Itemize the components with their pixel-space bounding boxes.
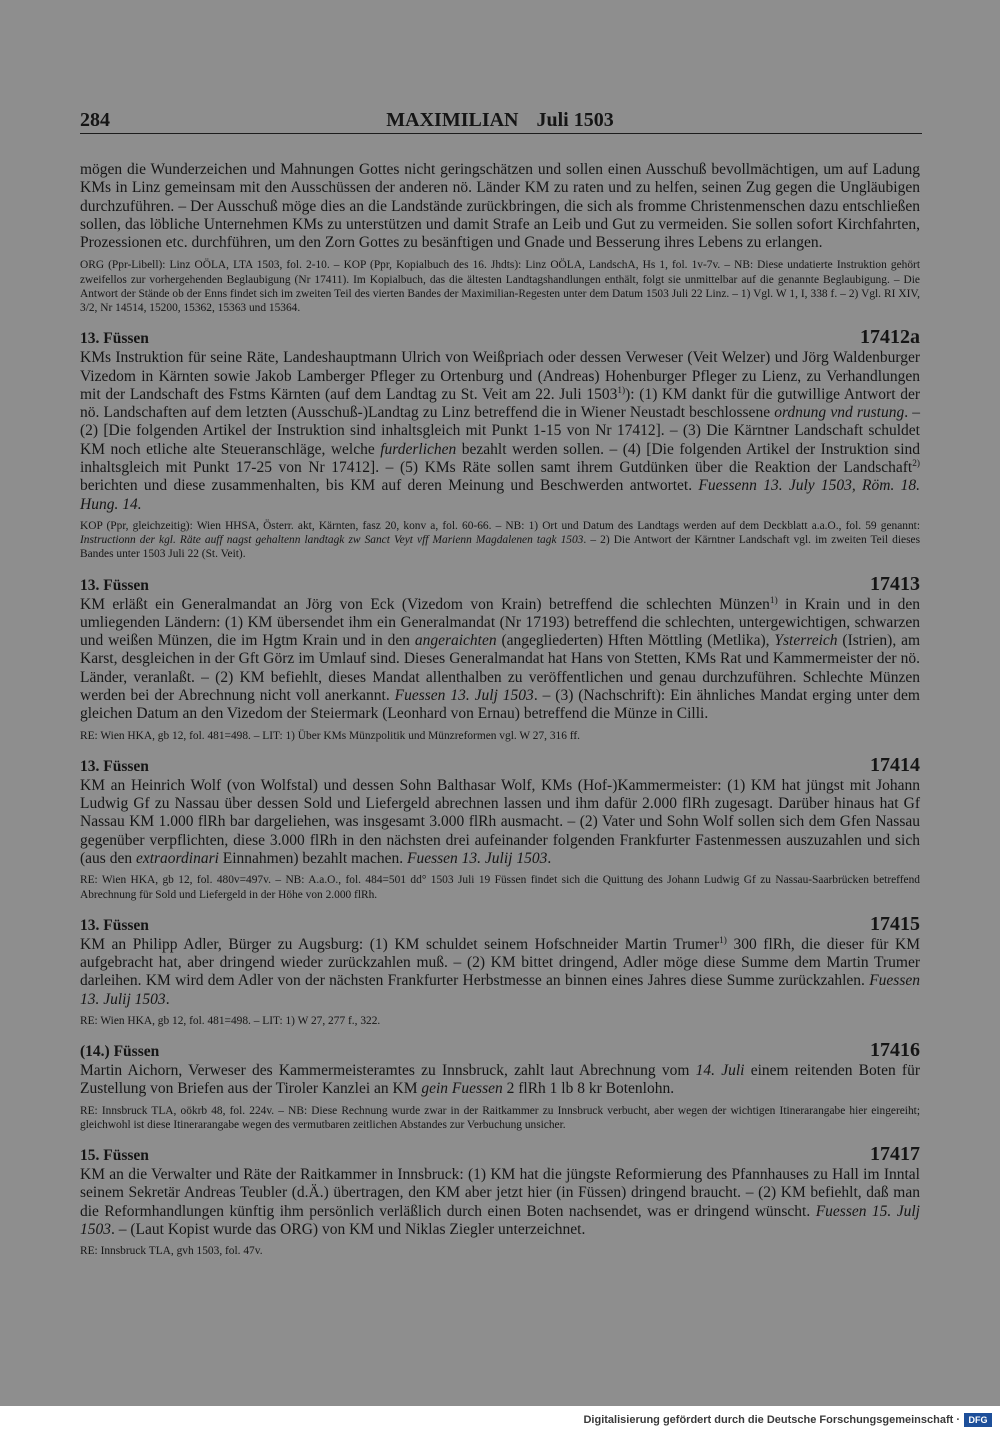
text-run: (angegliederten) Hften Möttling (Metlika),	[496, 632, 775, 650]
text-run: RE: Wien HKA, gb 12, fol. 480v=497v. – NB: A.a.O., fol. 484=501 dd° 1503 Juli 19 Füssen findet sich die Quittung des Johann Ludwig Gf zu Nassau-Saarbrücken betreffend Abrechnung für Sold und Liefergeld in der Höhe von 2.000 flRh.	[80, 874, 920, 901]
text-run: KM erläßt ein Generalmandat an Jörg von Eck (Vizedom von Krain) betreffend die schlechten Münzen	[80, 595, 770, 613]
entry-heading	[80, 327, 920, 347]
text-run: 2 flRh 1 lb 8 kr Botenlohn.	[502, 1080, 675, 1098]
italic-text: Fuessen 13. Julij 1503	[406, 850, 548, 868]
funding-credit: Digitalisierung gefördert durch die Deutsche Forschungsgemeinschaft ·	[583, 1414, 960, 1426]
text-run: KM an die Verwalter und Räte der Raitkammer in Innsbruck: (1) KM hat die jüngste Reformierung des Pfannhauses zu Hall im Inntal seinem Sekretär Andreas Teubler (d.Ä.) übertragen, den KM aber jetzt hier (in Füssen) dringend braucht. – (2) KM befiehlt, daß man die Reformhandlungen künftig ihm persönlich verläßlich durch einen Boten nachsendet, was er dringend wünscht.	[80, 1166, 920, 1220]
page-number: 284	[80, 109, 110, 131]
text-run: . – (3) (Nachschrift): Ein ähnliches Mandat erging unter dem gleichen Datum an den Vizedom der Steiermark (Leonhard von Ernau) betreffend die Münze in Cilli.	[80, 687, 920, 723]
text-run: . – (Laut Kopist wurde das ORG) von KM und Niklas Ziegler unterzeichnet.	[111, 1221, 586, 1239]
entry-note	[80, 519, 920, 562]
entry-body	[80, 777, 920, 868]
entry-note	[80, 873, 920, 901]
text-run: KM an Heinrich Wolf (von Wolfstal) und dessen Sohn Balthasar Wolf, KMs (Hof-)Kammermeister: (1) KM hat jüngst mit Johann Ludwig Gf zu Nassau über dessen Sold und Liefergeld abrechnen lassen und ihm dafür 2.000 flRh zugesagt. Darüber hinaus hat Gf Nassau KM 1.000 flRh bar dargeliehen, was insgesamt 3.000 flRh ausmacht. – (2) Vater und Sohn Wolf sollen sich dem Gfen Nassau gegenüber verpflichten, diese 3.000 flRh in den nächsten drei aufeinander folgenden Frankfurter Fastenmessen auszuzahlen und sich (aus den	[80, 776, 920, 868]
regest-entry	[80, 1144, 920, 1258]
intro-continuation	[80, 161, 920, 315]
entry-number: 17414	[870, 753, 920, 776]
regest-entry	[80, 327, 920, 561]
text-run: einem reitenden Boten für Zustellung von Briefen aus der Tiroler Kanzlei an KM	[80, 1062, 920, 1098]
text-run: RE: Innsbruck TLA, gvh 1503, fol. 47v.	[80, 1245, 263, 1258]
entry-heading	[80, 1040, 920, 1060]
text-run: ): (1) KM dankt für die gutwillige Antwort der nö. Landschaften auf dem letzten (Ausschuß-)Landtag zu Linz betreffend die in Wiener Neustadt beschlossene	[80, 385, 920, 422]
entry-number: 17415	[870, 912, 920, 935]
entry-number: 17416	[870, 1039, 920, 1062]
italic-text: angeraichten	[414, 632, 497, 650]
entry-heading	[80, 1144, 920, 1164]
intro-note	[80, 258, 920, 315]
text-run: 300 flRh, die dieser für KM aufgebracht hat, aber dringend wieder zurückzahlen muß. – (2) KM bittet dringend, Adler möge diese Summe dem Martin Trumer darleihen. KM wird dem Adler von der nächsten Frankfurter Herbstmesse an binnen eines Jahres diese Summe zurückzahlen.	[80, 935, 920, 990]
italic-text: 14. Juli	[695, 1062, 745, 1080]
entry-body	[80, 1062, 920, 1099]
italic-text: Fuessenn 13. July 1503, Röm. 18. Hung. 14.	[80, 477, 920, 513]
entry-date-place: 13. Füssen	[80, 330, 149, 348]
entry-heading	[80, 914, 920, 934]
text-run: KMs Instruktion für seine Räte, Landeshauptmann Ulrich von Weißpriach oder dessen Verweser (Veit Welzer) und Jörg Waldenburger Vizedom in Kärnten sowie Jakob Lamberger Pfleger zu Ortenburg und (Andreas) Hohenburger Pfleger zu Lienz, zu Verhandlungen mit der Landschaft des Fstms Kärnten (auf dem Landtag zu St. Veit am 22. Juli 1503	[80, 349, 920, 403]
footnote-marker: 1)	[769, 595, 778, 606]
text-run: bezahlt werden sollen. – (4) [Die folgenden Artikel der Instruktion sind inhaltsgleich mit Punkt 17-25 von Nr 17412]. – (5) KMs Räte sollen samt ihrem Gutdünken über die Reaktion der Landschaft	[80, 440, 920, 477]
italic-text: gein Fuessen	[421, 1080, 503, 1098]
footnote-marker: 1)	[719, 935, 727, 946]
entry-number: 17417	[870, 1143, 920, 1166]
italic-text: Fuessen 13. Julij 1503	[80, 972, 920, 1008]
regest-entry	[80, 755, 920, 902]
entry-body	[80, 936, 920, 1009]
running-title	[0, 107, 1000, 133]
text-run: Martin Aichorn, Verweser des Kammermeisteramtes zu Innsbruck, zahlt laut Abrechnung vom	[80, 1062, 696, 1080]
entry-heading	[80, 755, 920, 775]
italic-text: Instructionn der kgl. Räte auff nagst gehaltenn landtagk zw Sanct Veyt vff Marienn Magdalenen tagk 1503	[80, 534, 584, 547]
entry-date-place: 13. Füssen	[80, 757, 149, 775]
running-title-date: Juli 1503	[536, 109, 614, 131]
text-run: . – 2) Die Antwort der Kärntner Landschaft vgl. im zweiten Teil dieses Bandes unter 1503 Juli 22 (St. Veit).	[80, 534, 921, 561]
entry-note	[80, 1104, 920, 1132]
text-run: .	[165, 990, 170, 1008]
running-title-name: MAXIMILIAN	[386, 109, 519, 131]
text-run: ORG (Ppr-Libell): Linz OÖLA, LTA 1503, fol. 2-10. – KOP (Ppr, Kopialbuch des 16. Jhdts): Linz OÖLA, LandschA, Hs 1, fol. 1v-7v. – NB: Diese undatierte Instruktion gehört zweifellos zur vorhergehenden Beglaubigung (Nr 17411). Im Kopialbuch, das die ältesten Landtagshandlungen enthält, folgt sie unmittelbar auf die genannte Beglaubigung. – Die Antwort der Stände ob der Enns findet sich im zweiten Teil des vierten Bandes der Maximilian-Regesten unter dem Datum 1503 Juli 22 Linz. – 1) Vgl. W 1, I, 338 f. – 2) Vgl. RI XIV, 3/2, Nr 14514, 15200, 15362, 15363 und 15364.	[80, 259, 920, 315]
funding-footer	[0, 1406, 1000, 1434]
dfg-logo-icon: DFG	[964, 1413, 992, 1427]
entry-date-place: 13. Füssen	[80, 916, 149, 934]
text-run: RE: Wien HKA, gb 12, fol. 481=498. – LIT: 1) W 27, 277 f., 322.	[80, 1014, 381, 1027]
text-run: (Istrien), am Karst, desgleichen in der Gft Görz im Umlauf sind. Dieses Generalmandat hat Hans von Stetten, KMs Rat und Kammermeister der nö. Länder, veranlaßt. – (2) KM befiehlt, dieses Mandat allenthalben zu veröffentlichen und genau durchzuführen. Schlechte Münzen werden bei der Abrechnung nicht voll anerkannt.	[80, 632, 921, 705]
italic-text: furderlichen	[380, 440, 457, 458]
entry-body	[80, 1166, 920, 1239]
italic-text: ordnung vnd rustung	[774, 404, 905, 422]
entry-note	[80, 1014, 920, 1028]
entry-date-place: (14.) Füssen	[80, 1043, 160, 1061]
text-run: berichten und diese zusammenhalten, bis KM auf deren Meinung und Beschwerden antwortet.	[80, 477, 699, 495]
footnote-marker: 2)	[912, 458, 920, 469]
text-run: . – (2) [Die folgenden Artikel der Instruktion sind inhaltsgleich mit Punkt 1-15 von Nr 17412]. – (3) Die Kärntner Landschaft schuldet KM noch etliche alte Steueranschläge, welche	[80, 404, 920, 458]
italic-text: Ysterreich	[774, 632, 838, 650]
footnote-marker: 1)	[617, 385, 626, 396]
page-content	[80, 161, 920, 1259]
regest-entry	[80, 914, 920, 1028]
entry-number: 17412a	[860, 326, 920, 349]
header-rule	[80, 133, 922, 134]
entry-number: 17413	[870, 572, 920, 595]
entry-date-place: 13. Füssen	[80, 576, 149, 594]
regest-entry	[80, 574, 920, 743]
text-run: in Krain und in den umliegenden Ländern: (1) KM übersendet ihm ein Generalmandat (Nr 17193) betreffend die schlechten, untergewichtigen, schwarzen und weißen Münzen, die im Hgtm Krain und in den	[80, 595, 920, 650]
entry-note	[80, 1244, 920, 1258]
text-run: RE: Wien HKA, gb 12, fol. 481=498. – LIT: 1) Über KMs Münzpolitik und Münzreformen vgl. W 27, 316 ff.	[80, 729, 580, 742]
intro-body	[80, 161, 920, 252]
entry-body	[80, 349, 920, 514]
text-run: RE: Innsbruck TLA, oökrb 48, fol. 224v. – NB: Diese Rechnung wurde zwar in der Raitkammer zu Innsbruck verbucht, aber wegen der wichtigen Itinerarangabe hier eingereiht; gleichwohl ist diese Itinerarangabe wegen des vermutbaren zeitlichen Abstandes zur Verbuchung unsicher.	[80, 1104, 920, 1131]
entry-heading	[80, 574, 920, 594]
text-run: KOP (Ppr, gleichzeitig): Wien HHSA, Österr. akt, Kärnten, fasz 20, konv a, fol. 60-66. – NB: 1) Ort und Datum des Landtags werden auf dem Deckblatt a.a.O., fol. 59 genannt:	[80, 519, 920, 532]
text-run: KM an Philipp Adler, Bürger zu Augsburg: (1) KM schuldet seinem Hofschneider Martin Trumer	[80, 935, 720, 953]
text-run: mögen die Wunderzeichen und Mahnungen Gottes nicht geringschätzen und sollen einen Ausschuß bevollmächtigen, um auf Ladung KMs in Linz gemeinsam mit den Ausschüssen der anderen nö. Länder KM zu raten und zu helfen, seinen Zug gegen die Ungläubigen durchzuführen. – Der Ausschuß möge dies an die Landstände zurückbringen, die sich als fromme Christenmenschen dazu entschließen sollen, das löbliche Unternehmen KMs zu unterstützen und damit Strafe an Leib und Gut zu vermeiden. Sie sollen sofort Kirchfahrten, Prozessionen etc. durchführen, um den Zorn Gottes zu besänftigen und Gnade und Besserung ihres Lebens zu erlangen.	[80, 161, 920, 252]
entry-note	[80, 729, 920, 743]
text-run: .	[547, 850, 552, 868]
entry-date-place: 15. Füssen	[80, 1147, 149, 1165]
text-run: Einnahmen) bezahlt machen.	[218, 850, 407, 868]
regest-entry	[80, 1040, 920, 1132]
italic-text: Fuessen 15. Julj 1503	[80, 1202, 920, 1239]
entry-body	[80, 596, 920, 724]
italic-text: Fuessen 13. Julj 1503	[394, 687, 534, 705]
italic-text: extraordinari	[135, 850, 219, 868]
